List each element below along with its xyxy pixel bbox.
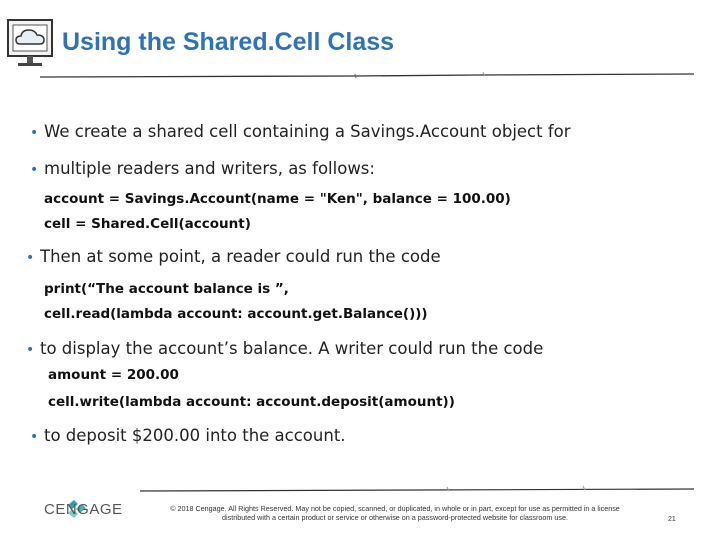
bullet-text: Then at some point, a reader could run the code (40, 247, 441, 266)
code-line: amount = 200.00 (48, 367, 179, 383)
slide-title: Using the Shared.Cell Class (62, 28, 395, 56)
code-line: cell.read(lambda account: account.get.Balance())) (44, 306, 428, 322)
bullet-item (30, 122, 571, 141)
code-line: account = Savings.Account(name = "Ken", balance = 100.00) (44, 191, 511, 207)
bullet-dot-icon: • (30, 429, 39, 445)
bullet-dot-icon: • (26, 250, 35, 266)
bullet-text: to deposit $200.00 into the account. (44, 426, 346, 445)
bullet-dot-icon: • (26, 342, 35, 358)
code-line: cell.write(lambda account: account.deposit(amount)) (48, 394, 455, 410)
bullet-item (26, 339, 543, 358)
cloud-monitor-icon (6, 16, 56, 72)
bullet-text: We create a shared cell containing a Savings.Account object for (44, 122, 571, 141)
footer-divider (0, 482, 720, 496)
code-line: cell = Shared.Cell(account) (44, 216, 251, 232)
bullet-dot-icon: • (30, 162, 39, 178)
page-number: 21 (668, 516, 676, 523)
bullet-text: multiple readers and writers, as follows: (44, 159, 375, 178)
copyright-notice (140, 504, 650, 522)
bullet-item (26, 247, 441, 266)
code-line: print(“The account balance is ”, (44, 281, 289, 297)
copyright-line: © 2018 Cengage. All Rights Reserved. May not be copied, scanned, or duplicated, in whole or in part, except for use as permitted in a license (170, 504, 620, 513)
header-divider (0, 66, 720, 82)
brand-name: CENGAGE (44, 501, 123, 518)
bullet-dot-icon: • (30, 125, 39, 141)
bullet-item (30, 159, 375, 178)
copyright-line: distributed with a certain product or service or otherwise on a password-protected website for classroom use. (222, 513, 568, 522)
bullet-item (30, 426, 346, 445)
bullet-text: to display the account’s balance. A writer could run the code (40, 339, 544, 358)
